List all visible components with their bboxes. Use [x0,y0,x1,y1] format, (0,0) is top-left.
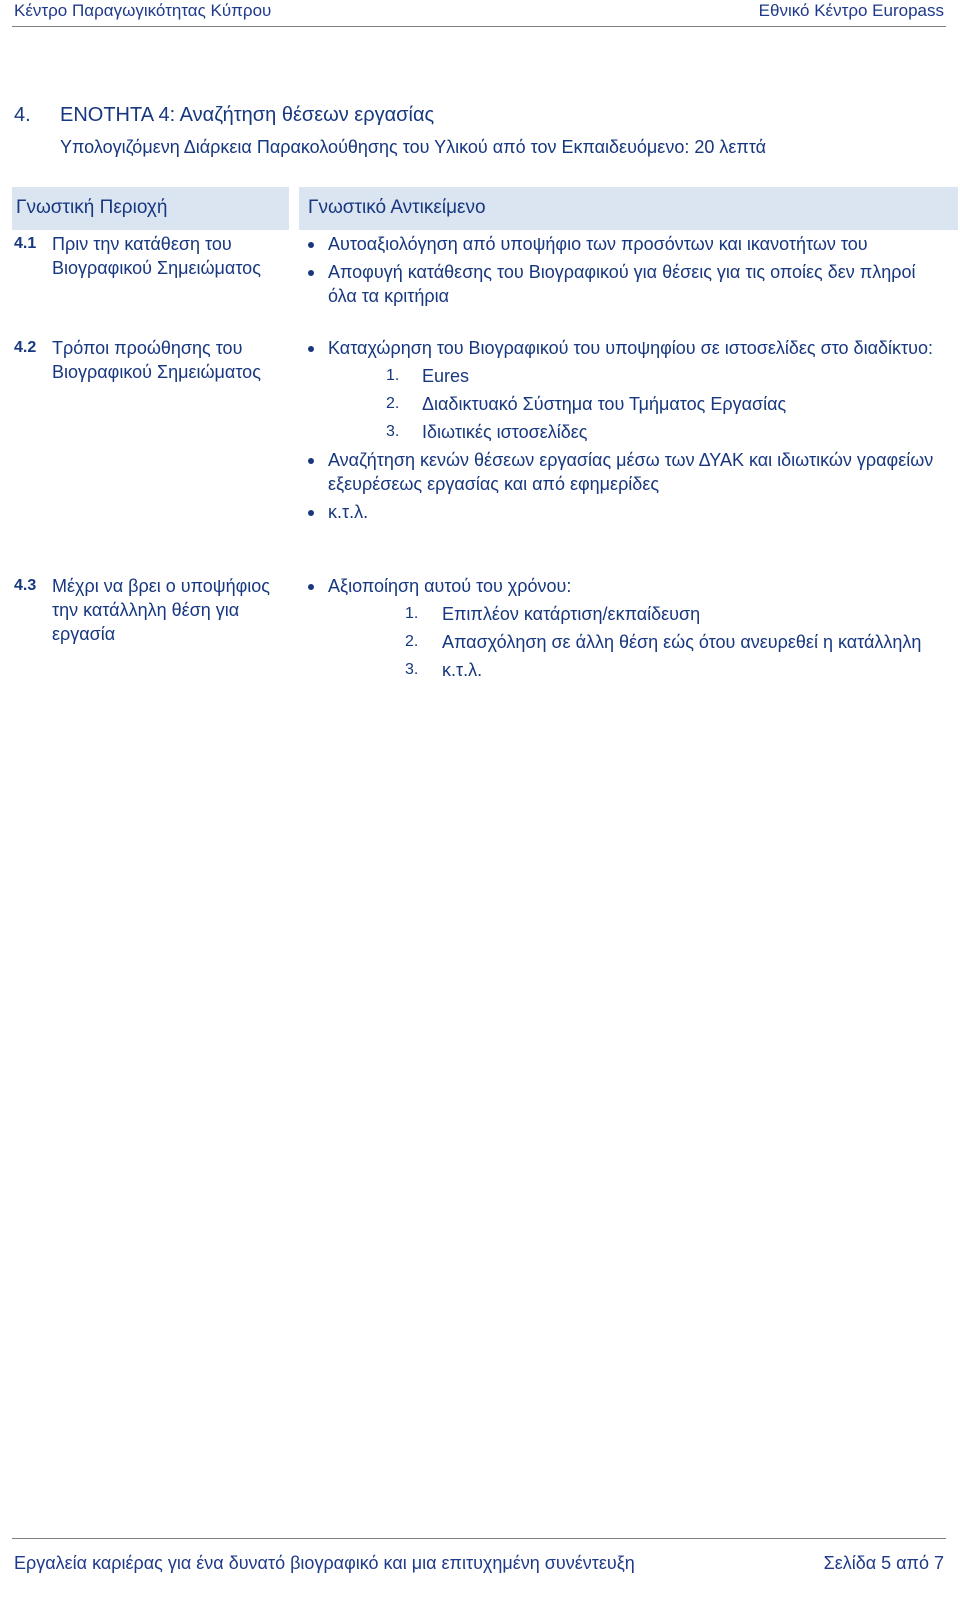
numbered-list [308,364,948,444]
list-item-text: Αξιοποίηση αυτού του χρόνου: [328,576,572,596]
bullet-icon [308,584,314,590]
list-item-text: Επιπλέον κατάρτιση/εκπαίδευση [442,604,701,624]
list-item [308,232,948,256]
area-number: 4.3 [14,577,37,594]
list-item [308,574,948,682]
list-item-text: κ.τ.λ. [442,660,483,680]
list-item [308,500,948,524]
area-cell [14,336,284,384]
header-center-name: Εθνικό Κέντρο Europass [758,1,944,20]
bullet-icon [308,346,314,352]
bullet-icon [308,270,314,276]
area-label: Πριν την κατάθεση του Βιογραφικού Σημειώματος [52,234,261,278]
list-number: 3. [405,661,419,678]
list-number: 1. [386,367,400,384]
list-item-text: Eures [422,366,470,386]
list-item-text: Διαδικτυακό Σύστημα του Τμήματος Εργασίας [422,394,787,414]
subject-cell [308,336,948,528]
numbered-list-item [308,602,948,626]
page-number: Σελίδα 5 από 7 [823,1553,944,1573]
numbered-list-item [308,392,948,416]
list-number: 3. [386,423,400,440]
curriculum-table [12,187,958,680]
area-label: Τρόποι προώθησης του Βιογραφικού Σημειώματος [52,338,261,382]
section-title [14,104,434,127]
table-header [12,187,958,230]
area-label: Μέχρι να βρει ο υποψήφιος την κατάλληλη θέση για εργασία [52,576,270,644]
column-header-area: Γνωστική Περιοχή [16,197,168,218]
area-cell [14,232,284,280]
numbered-list-item [308,630,948,654]
header-divider [289,187,299,230]
area-number: 4.2 [14,339,37,356]
list-number: 2. [405,633,419,650]
list-item-text: Αποφυγή κατάθεσης του Βιογραφικού για θέσεις για τις οποίες δεν πληροί όλα τα κριτήρια [328,262,916,306]
list-item-text: Αυτοαξιολόγηση από υποψήφιο των προσόντων και ικανοτήτων του [328,234,868,254]
area-number: 4.1 [14,235,37,252]
section-duration: Υπολογιζόμενη Διάρκεια Παρακολούθησης του Υλικού από τον Εκπαιδευόμενο: 20 λεπτά [60,137,767,157]
section-number: 4. [14,104,31,126]
bullet-icon [308,242,314,248]
list-number: 1. [405,605,419,622]
bullet-icon [308,458,314,464]
section-title-text: ΕΝΟΤΗΤΑ 4: Αναζήτηση θέσεων εργασίας [60,104,435,126]
subject-cell [308,232,948,312]
list-item-text: Αναζήτηση κενών θέσεων εργασίας μέσω των ΔΥΑΚ και ιδιωτικών γραφείων εξευρέσεως εργασίας και από εφημερίδες [328,450,934,494]
footer-document-title: Εργαλεία καριέρας για ένα δυνατό βιογραφικό και μια επιτυχημένη συνέντευξη [14,1553,635,1573]
list-item-text: κ.τ.λ. [328,502,369,522]
numbered-list-item [308,658,948,682]
list-item-text: Καταχώρηση του Βιογραφικού του υποψηφίου σε ιστοσελίδες στο διαδίκτυο: [328,338,933,358]
list-item [308,260,948,308]
page-footer [12,1538,946,1579]
subject-cell [308,574,948,686]
list-item [308,336,948,444]
bullet-icon [308,510,314,516]
list-item [308,448,948,496]
column-header-subject: Γνωστικό Αντικείμενο [308,197,486,218]
area-cell [14,574,284,646]
list-number: 2. [386,395,400,412]
numbered-list [308,602,948,682]
numbered-list-item [308,420,948,444]
list-item-text: Ιδιωτικές ιστοσελίδες [422,422,588,442]
list-item-text: Απασχόληση σε άλλη θέση εώς ότου ανευρεθεί η κατάλληλη [442,632,922,652]
page-header [12,0,946,27]
header-organization: Κέντρο Παραγωγικότητας Κύπρου [14,1,272,20]
numbered-list-item [308,364,948,388]
